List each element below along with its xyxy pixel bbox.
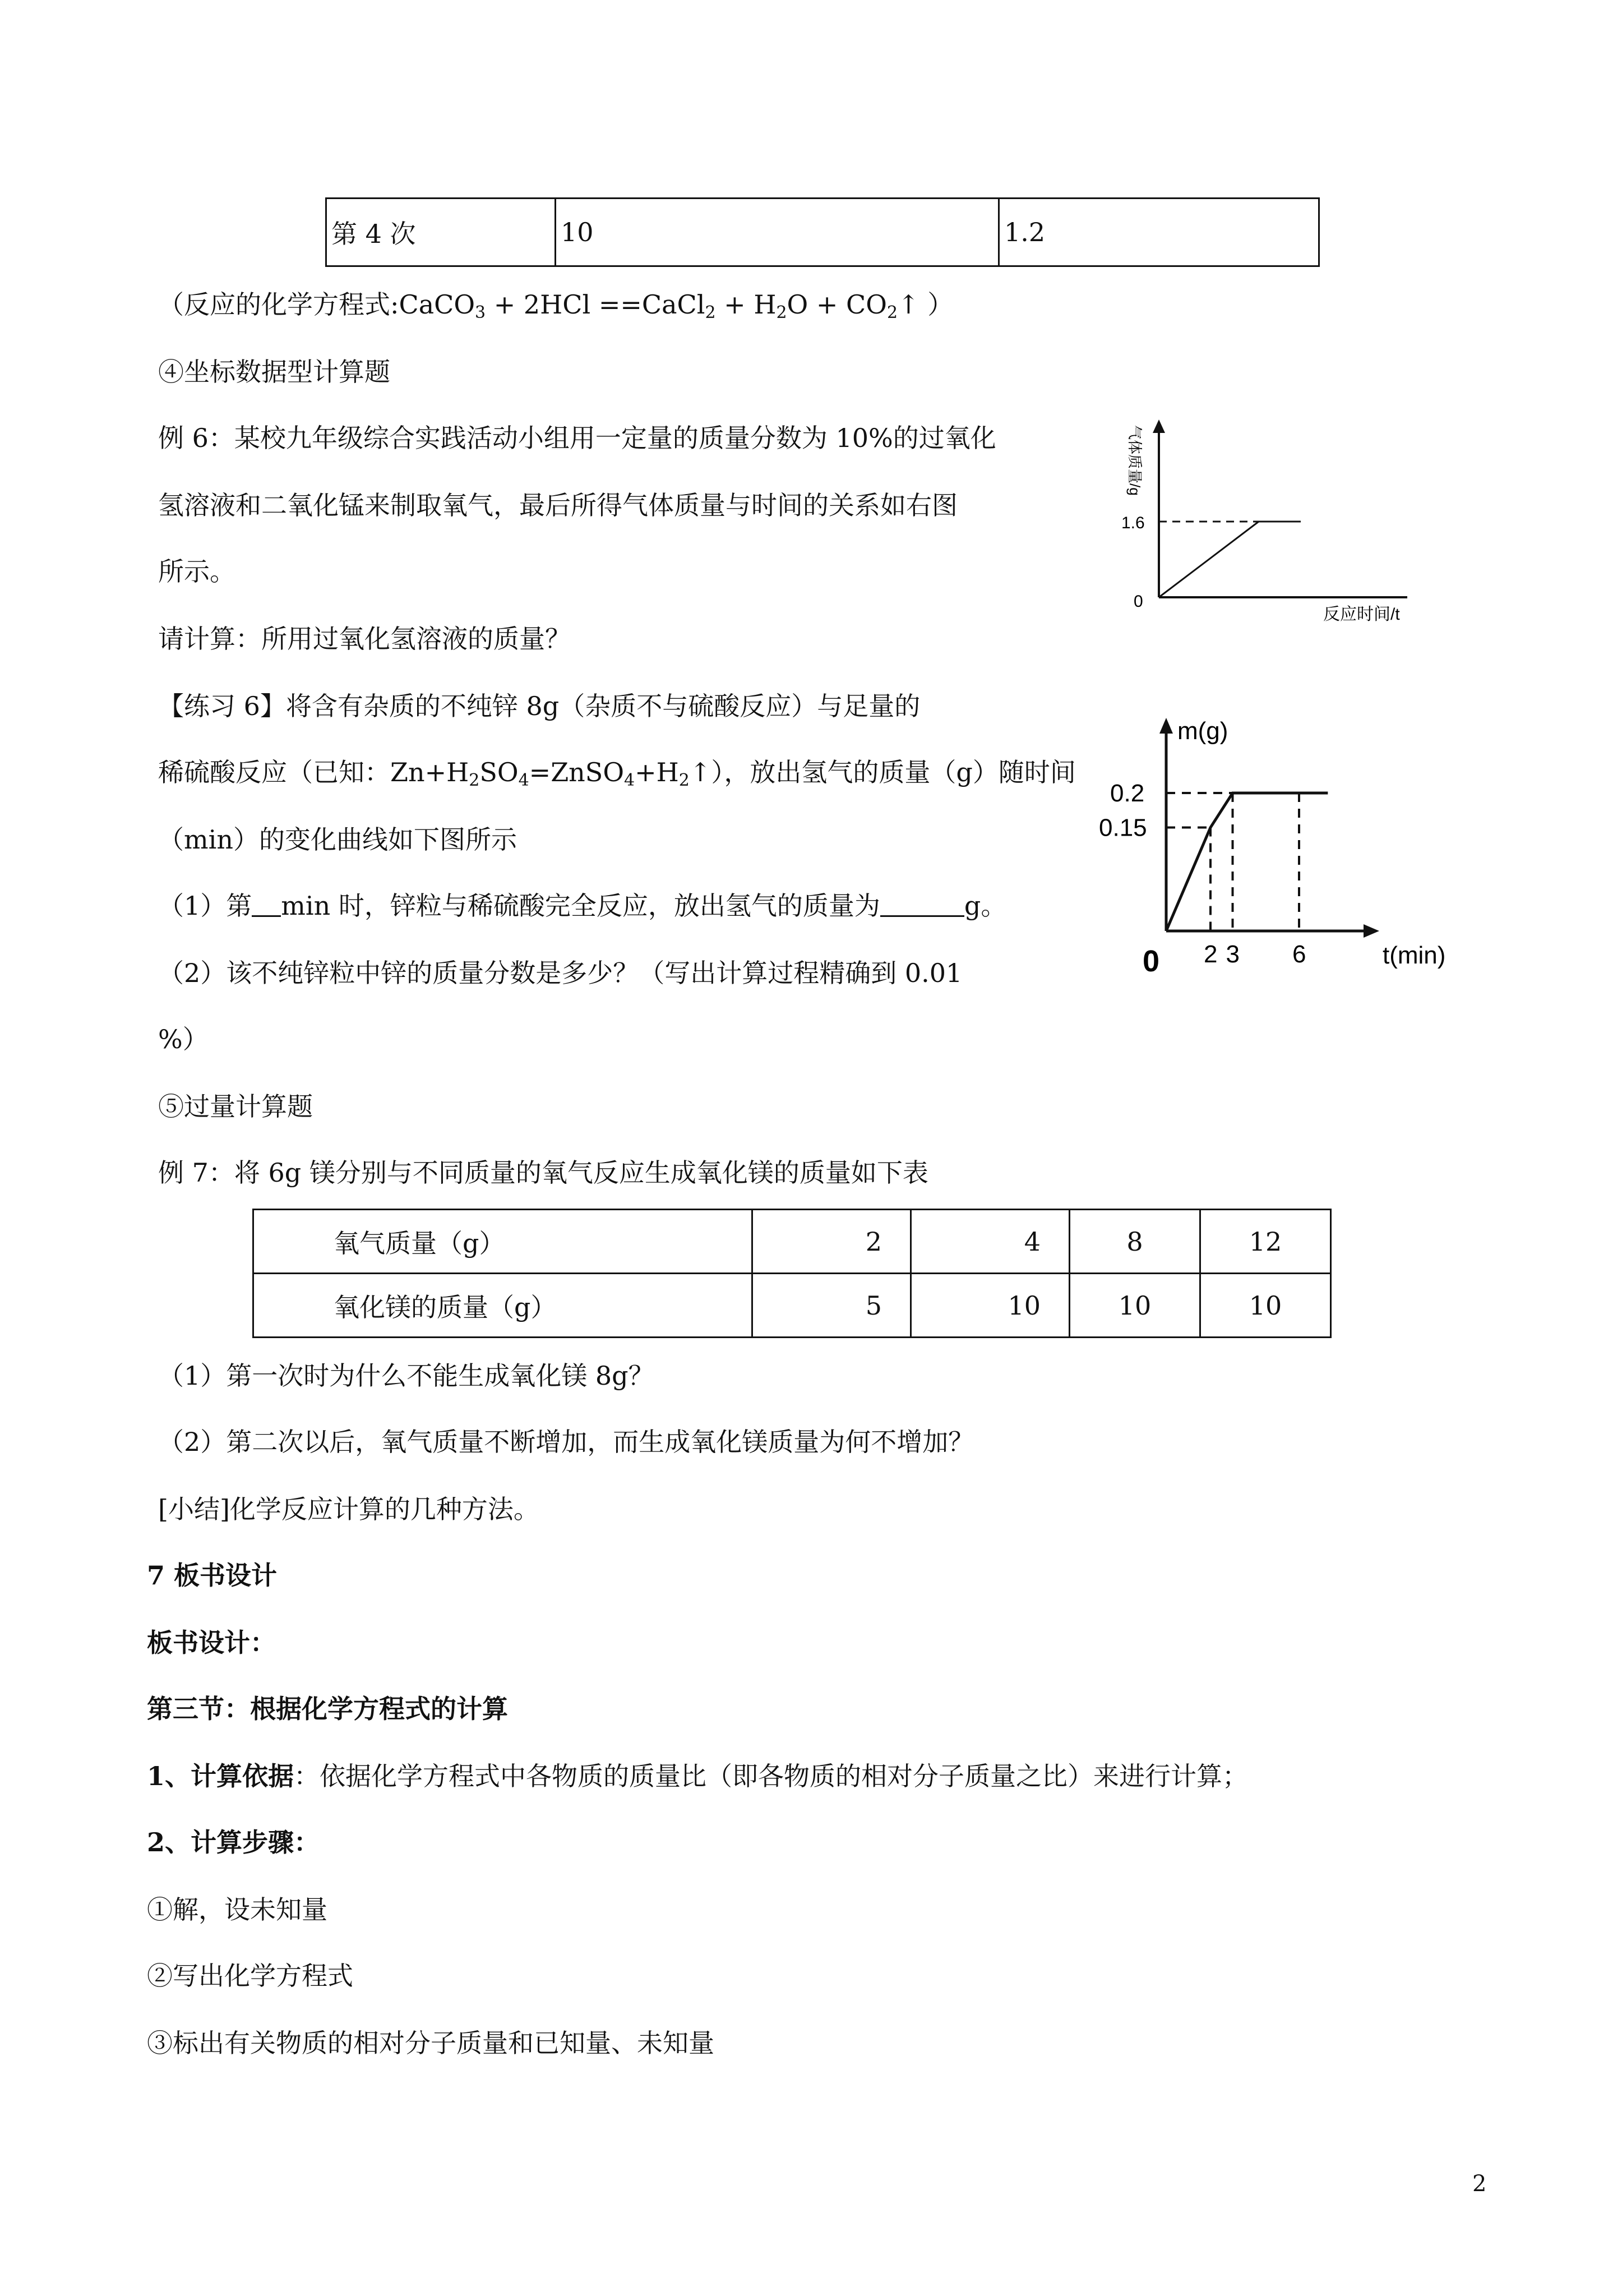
y-axis-label: m(g) — [1177, 717, 1228, 745]
page-number: 2 — [1472, 2171, 1487, 2197]
origin-label: 0 — [1134, 592, 1143, 611]
table-row — [253, 1210, 1331, 1274]
table-cell: 10 — [556, 199, 999, 266]
equation-note — [158, 289, 954, 322]
practice-text: 稀硫酸反应（已知：Zn+H — [158, 757, 469, 787]
subscript: 2 — [469, 771, 480, 790]
table-row — [326, 199, 1319, 266]
example7-q1: （1）第一次时为什么不能生成氧化镁 8g？ — [158, 1361, 654, 1391]
answer-blank[interactable] — [252, 893, 281, 917]
equation-text: ↑ ） — [898, 289, 954, 320]
subscript: 2 — [678, 771, 690, 790]
table-cell: 10 — [1070, 1274, 1200, 1338]
table-cell: 5 — [752, 1274, 911, 1338]
table-cell: 10 — [911, 1274, 1070, 1338]
heading-excess-calculation: ⑤过量计算题 — [158, 1091, 313, 1122]
hydrogen-mass-chart — [1088, 707, 1503, 998]
practice-text: +H — [635, 757, 679, 787]
section7-title: 第三节：根据化学方程式的计算 — [147, 1694, 508, 1724]
data-line-rise — [1159, 522, 1259, 597]
x-axis-label: t(min) — [1383, 942, 1446, 969]
y-tick-label: 0.2 — [1110, 780, 1145, 807]
table-cell: 4 — [911, 1210, 1070, 1274]
table-cell: 10 — [1200, 1274, 1331, 1338]
question-text: min 时，锌粒与稀硫酸完全反应，放出氢气的质量为 — [281, 891, 880, 921]
example6-line2: 氢溶液和二氧化锰来制取氧气，最后所得气体质量与时间的关系如右图 — [158, 490, 958, 520]
x-axis-arrow — [1364, 924, 1379, 938]
origin-label: 0 — [1143, 944, 1160, 978]
equation-text: + H — [715, 289, 777, 320]
answer-blank[interactable] — [880, 893, 964, 917]
table-cell: 第 4 次 — [326, 199, 556, 266]
step-1: ①解，设未知量 — [147, 1894, 327, 1925]
practice6-q1 — [158, 893, 1006, 919]
gas-mass-chart — [1088, 404, 1480, 639]
row-label-cell: 氧化镁的质量（g） — [253, 1274, 752, 1338]
y-tick-label: 1.6 — [1121, 514, 1145, 532]
section7-heading: 7 板书设计 — [147, 1560, 278, 1590]
y-tick-label: 0.15 — [1099, 814, 1147, 842]
y-axis-arrow — [1159, 718, 1173, 734]
example6-line3: 所示。 — [158, 556, 235, 587]
subscript: 2 — [776, 303, 787, 322]
calc-basis-text: ：依据化学方程式中各物质的质量比（即各物质的相对分子质量之比）来进行计算； — [294, 1761, 1249, 1791]
subscript: 4 — [624, 771, 635, 790]
magnesium-oxide-table — [252, 1209, 1332, 1338]
y-axis-label: 气体质量/g — [1126, 425, 1143, 496]
equation-text: （反应的化学方程式:CaCO — [158, 289, 475, 320]
practice-text: SO — [479, 757, 519, 787]
practice6-q2-line1: （2）该不纯锌粒中锌的质量分数是多少？（写出计算过程精确到 0.01 — [158, 958, 963, 988]
table-cell: 2 — [752, 1210, 911, 1274]
subscript: 4 — [518, 771, 529, 790]
calc-steps-label: 2、计算步骤： — [147, 1827, 320, 1857]
table-cell: 8 — [1070, 1210, 1200, 1274]
example6-question: 请计算：所用过氧化氢溶液的质量？ — [158, 624, 571, 654]
x-axis-label: 反应时间/t — [1323, 605, 1400, 624]
practice-text: =ZnSO — [529, 757, 625, 787]
heading-coordinate-data: ④坐标数据型计算题 — [158, 357, 390, 387]
step-2: ②写出化学方程式 — [147, 1961, 353, 1991]
practice6-line1: 【练习 6】将含有杂质的不纯锌 8g（杂质不与硫酸反应）与足量的 — [158, 691, 921, 721]
equation-text: O + CO — [787, 289, 887, 320]
y-axis-arrow — [1153, 419, 1165, 433]
step-3: ③标出有关物质的相对分子质量和已知量、未知量 — [147, 2028, 714, 2058]
practice-text: ↑），放出氢气的质量（g）随时间 — [689, 757, 1076, 787]
x-tick-label: 3 — [1226, 940, 1240, 968]
calc-basis — [147, 1763, 1248, 1789]
practice6-line2 — [158, 757, 1076, 790]
calc-basis-label: 1、计算依据 — [147, 1761, 294, 1791]
question-text: （1）第 — [158, 891, 252, 921]
x-tick-label: 2 — [1204, 940, 1218, 968]
example6-line1: 例 6：某校九年级综合实践活动小组用一定量的质量分数为 10%的过氧化 — [158, 423, 996, 453]
subscript: 2 — [886, 303, 898, 322]
subscript: 3 — [475, 303, 486, 322]
subscript: 2 — [705, 303, 716, 322]
table-row — [253, 1274, 1331, 1338]
table-cell: 12 — [1200, 1210, 1331, 1274]
example7-q2: （2）第二次以后，氧气质量不断增加，而生成氧化镁质量为何不增加？ — [158, 1427, 974, 1457]
row-label-cell: 氧气质量（g） — [253, 1210, 752, 1274]
data-series-line — [1166, 793, 1328, 931]
x-tick-label: 6 — [1292, 940, 1306, 968]
practice6-line3: （min）的变化曲线如下图所示 — [158, 824, 517, 855]
summary-note: [小结]化学反应计算的几种方法。 — [158, 1494, 539, 1524]
table-cell: 1.2 — [999, 199, 1319, 266]
equation-text: + 2HCl ==CaCl — [486, 289, 705, 320]
example7-intro: 例 7：将 6g 镁分别与不同质量的氧气反应生成氧化镁的质量如下表 — [158, 1158, 928, 1188]
practice6-q2-line2: %） — [158, 1024, 209, 1054]
section7-subheading: 板书设计： — [147, 1628, 276, 1658]
top-table — [325, 197, 1320, 267]
question-text: g。 — [964, 891, 1007, 921]
